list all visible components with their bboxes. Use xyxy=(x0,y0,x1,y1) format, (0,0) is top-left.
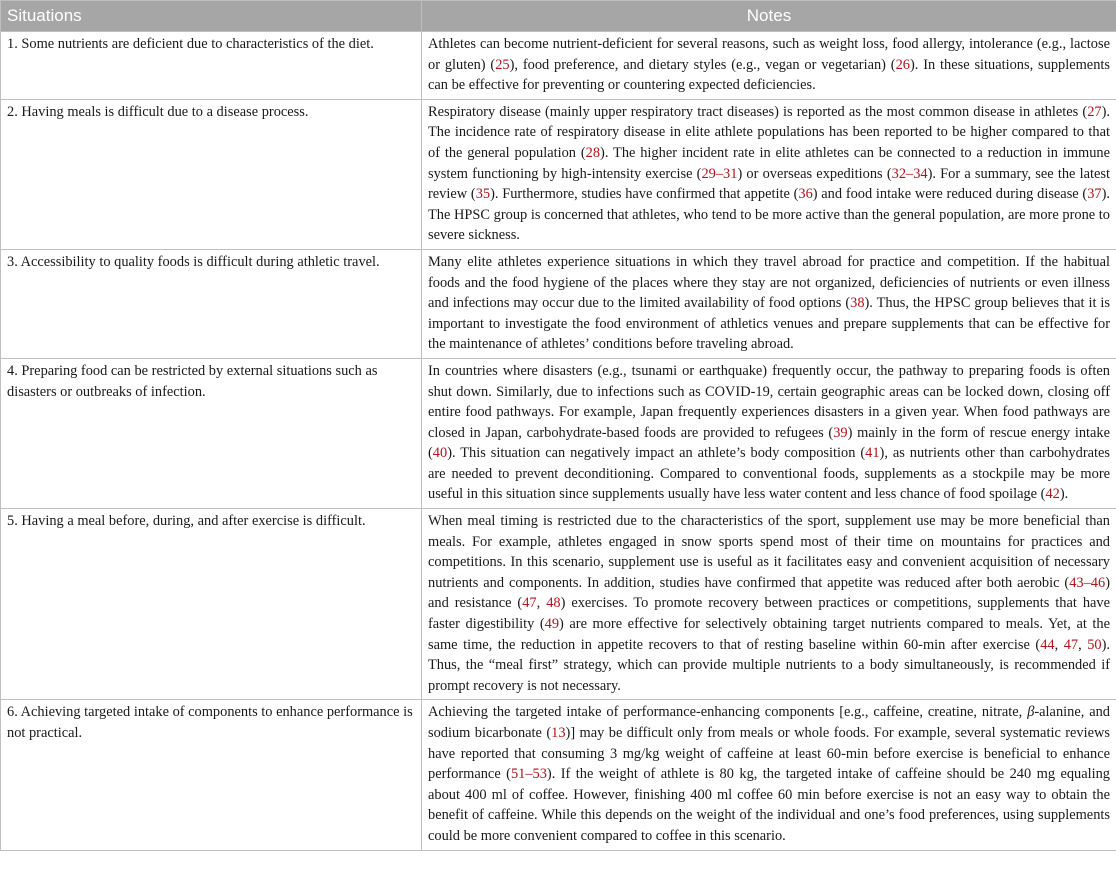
notes-cell: When meal timing is restricted due to the characteristics of the sport, supplement use may be more beneficial than meals. For example, athletes engaged in snow sports spend most of their time on mountains for practices and competitions. In this scenario, supplement use is useful as it facilitates easy and convenient acquisition of necessary nutrients and components. In addition, studies have confirmed that appetite was reduced after both aerobic (43–46) and resistance (47, 48) exercises. To promote recovery between practices or competitions, supplements that have faster digestibility (49) are more effective for selectively obtaining target nutrients compared to meals. Yet, at the same time, the reduction in appetite recovers to that of resting baseline within 60-min after exercise (44, 47, 50). Thus, the “meal first” strategy, which can provide multiple nutrients to a body simultaneously, is recommended if prompt recovery is not necessary. xyxy=(422,509,1116,700)
reference-link[interactable]: 41 xyxy=(865,445,880,462)
table-row xyxy=(1,358,1116,508)
table-row xyxy=(1,700,1116,850)
notes-cell: Respiratory disease (mainly upper respiratory tract diseases) is reported as the most common disease in athletes (27). The incidence rate of respiratory disease in elite athlete populations has been reported to be higher compared to that of the general population (28). The higher incident rate in elite athletes can be connected to a reduction in immune system functioning by high-intensity exercise (29–31) or overseas expeditions (32–34). For a summary, see the latest review (35). Furthermore, studies have confirmed that appetite (36) and food intake were reduced during disease (37). The HPSC group is concerned that athletes, who tend to be more active than the general population, are more prone to severe sickness. xyxy=(422,99,1116,249)
reference-link[interactable]: 39 xyxy=(833,424,848,441)
situation-cell: 2. Having meals is difficult due to a disease process. xyxy=(1,99,422,249)
reference-link[interactable]: 47 xyxy=(522,595,537,612)
situation-cell: 6. Achieving targeted intake of components to enhance performance is not practical. xyxy=(1,700,422,850)
situation-cell: 5. Having a meal before, during, and after exercise is difficult. xyxy=(1,509,422,700)
notes-cell: Many elite athletes experience situations in which they travel abroad for practice and competition. If the habitual foods and the food hygiene of the places where they stay are not organized, deficiencies of nutrients or even illness and infections may occur due to the limited availability of food options (38). Thus, the HPSC group believes that it is important to investigate the food environment of athletics venues and prepare supplements that can be effective for the maintenance of athletes’ conditions before traveling abroad. xyxy=(422,249,1116,358)
reference-link[interactable]: 51–53 xyxy=(510,766,547,783)
reference-link[interactable]: 44 xyxy=(1040,636,1055,653)
notes-cell: Athletes can become nutrient-deficient for several reasons, such as weight loss, food allergy, intolerance (e.g., lactose or gluten) (25), food preference, and dietary styles (e.g., vegan or vegetarian) (26). In these situations, supplements can be effective for preventing or countering expected deficiencies. xyxy=(422,32,1116,100)
notes-cell: Achieving the targeted intake of performance-enhancing components [e.g., caffeine, creatine, nitrate, β-alanine, and sodium bicarbonate (13)] may be difficult only from meals or whole foods. For example, several systematic reviews have reported that consuming 3 mg/kg weight of caffeine at least 60-min before exercise is beneficial to enhance performance (51–53). If the weight of athlete is 80 kg, the targeted intake of caffeine should be 240 mg equaling about 400 ml of coffee. However, finishing 400 ml coffee 60 min before exercise is not an easy way to obtain the benefit of caffeine. While this depends on the weight of the individual and one’s food preferences, using supplements could be more convenient compared to coffee in this scenario. xyxy=(422,700,1116,850)
reference-link[interactable]: 47 xyxy=(1063,636,1079,653)
reference-link[interactable]: 35 xyxy=(475,186,491,203)
reference-link[interactable]: 13 xyxy=(551,725,566,741)
reference-link[interactable]: 25 xyxy=(495,56,510,73)
reference-link[interactable]: 40 xyxy=(432,445,448,462)
italic-symbol: β xyxy=(1027,704,1035,721)
table-row xyxy=(1,99,1116,249)
reference-link[interactable]: 50 xyxy=(1087,636,1102,653)
header-situations: Situations xyxy=(1,1,422,32)
table-row xyxy=(1,249,1116,358)
situation-cell: 3. Accessibility to quality foods is difficult during athletic travel. xyxy=(1,249,422,358)
situation-cell: 1. Some nutrients are deficient due to characteristics of the diet. xyxy=(1,32,422,100)
header-notes: Notes xyxy=(422,1,1116,32)
reference-link[interactable]: 42 xyxy=(1045,486,1060,503)
reference-link[interactable]: 26 xyxy=(895,56,910,73)
reference-link[interactable]: 29–31 xyxy=(701,165,738,182)
table-header-row xyxy=(1,1,1116,32)
reference-link[interactable]: 27 xyxy=(1087,103,1102,120)
reference-link[interactable]: 28 xyxy=(585,144,601,161)
reference-link[interactable]: 43–46 xyxy=(1069,574,1106,591)
situation-cell: 4. Preparing food can be restricted by external situations such as disasters or outbreaks of infection. xyxy=(1,358,422,508)
notes-cell: In countries where disasters (e.g., tsunami or earthquake) frequently occur, the pathway to preparing foods is often shut down. Similarly, due to infections such as COVID-19, certain geographic areas can be locked down, closing off entire food pathways. For example, Japan frequently experiences disasters in a given year. When food pathways are closed in Japan, carbohydrate-based foods are provided to refugees (39) mainly in the form of rescue energy intake (40). This situation can negatively impact an athlete’s body composition (41), as nutrients other than carbohydrates are needed to prevent deconditioning. Compared to conventional foods, supplements as a stockpile may be more useful in this situation since supplements usually have less water content and less chance of food spoilage (42). xyxy=(422,358,1116,508)
reference-link[interactable]: 48 xyxy=(546,595,561,612)
table-row xyxy=(1,32,1116,100)
reference-link[interactable]: 49 xyxy=(544,616,560,633)
reference-link[interactable]: 37 xyxy=(1087,186,1102,203)
reference-link[interactable]: 38 xyxy=(850,295,865,312)
reference-link[interactable]: 36 xyxy=(798,186,813,203)
table-row xyxy=(1,509,1116,700)
reference-link[interactable]: 32–34 xyxy=(891,165,928,182)
